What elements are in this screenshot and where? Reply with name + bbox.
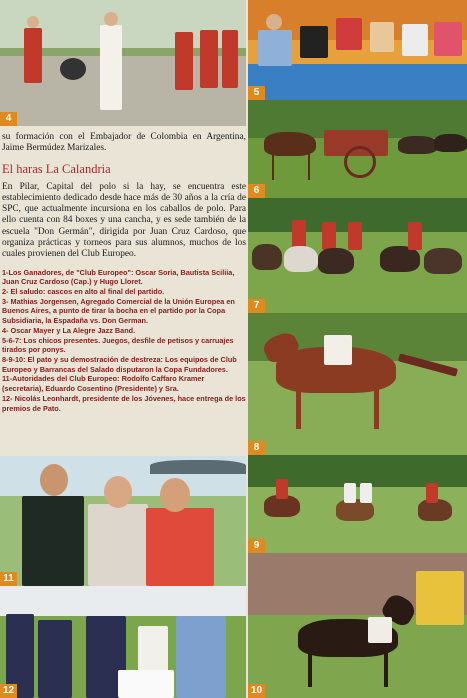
photo-pato-match [248,455,467,553]
caption-1: 1-Los Ganadores, de "Club Europeo": Oscar Soria, Bautista Sciliia, Juan Cruz Cardoso (Cap.) y Hugo Lloret. [2,267,235,287]
photo-pony-carriages [248,100,467,198]
photo-jazz-band [0,0,246,126]
caption-5-6-7: 5-6-7: Los chicos presentes. Juegos, desfile de petisos y carruajes tirados por ponys. [2,335,234,355]
photo-number-badge: 9 [248,539,265,553]
photo-number-badge: 5 [248,86,265,100]
caption-4: 4- Oscar Mayer y La Alegre Jazz Band. [2,325,136,335]
photo-number-badge: 12 [0,684,17,698]
photo-number-badge: 7 [248,299,265,313]
photo-pato-rider [248,313,467,455]
intro-paragraph: su formación con el Embajador de Colombia en Argentina, Jaime Bermúdez Marizales. [2,132,246,154]
body-paragraph: En Pilar, Capital del polo si la hay, se encuentra este establecimiento dedicado desde hace más de 30 años a la cría de SPC, que actualmente incursiona en los caballos de polo. Para ello cuenta con 84 boxes y una cancha, y es sede también de la escuela "Don Germán", dirigida por Juan Cruz Cardoso, que organiza prácticas y torneos para sus alumnos, muchos de los cuales provienen del Club Europeo. [2,181,246,260]
photo-pato-grab [248,553,467,698]
photo-captions [2,268,246,414]
photo-horse-parade [248,198,467,313]
photo-number-badge: 4 [0,112,17,126]
caption-2: 2- El saludo: cascos en alto al final del partido. [2,287,165,297]
photo-number-badge: 10 [248,684,265,698]
caption-3: 3- Mathias Jorgensen, Agregado Comercial de la Unión Europea en Buenos Aires, a punto de tirar la bocha en el partido por la Copa Subsidiaria, la Espadaña vs. Don German. [2,296,235,326]
article-column [2,132,246,456]
photo-number-badge: 11 [0,572,17,586]
photo-club-authorities [0,456,246,586]
photo-prize-giving [0,586,246,698]
section-title: El haras La Calandria [2,161,111,176]
caption-12: 12- Nicolás Leonhardt, presidente de los Jóvenes, hace entrega de los premios de Pato. [2,393,246,413]
photo-number-badge: 8 [248,441,265,455]
caption-8-9-10: 8-9-10: El pato y su demostración de destreza: Los equipos de Club Europeo y Barrancas del Salado disputaron la Copa Fundadores. [2,355,237,374]
photo-number-badge: 6 [248,184,265,198]
caption-11: 11-Autoridades del Club Europeo: Rodolfo Caffaro Kramer (secretaria), Eduardo Cosentino (Presidente) y Sra. [2,374,205,394]
photo-children [248,0,467,100]
